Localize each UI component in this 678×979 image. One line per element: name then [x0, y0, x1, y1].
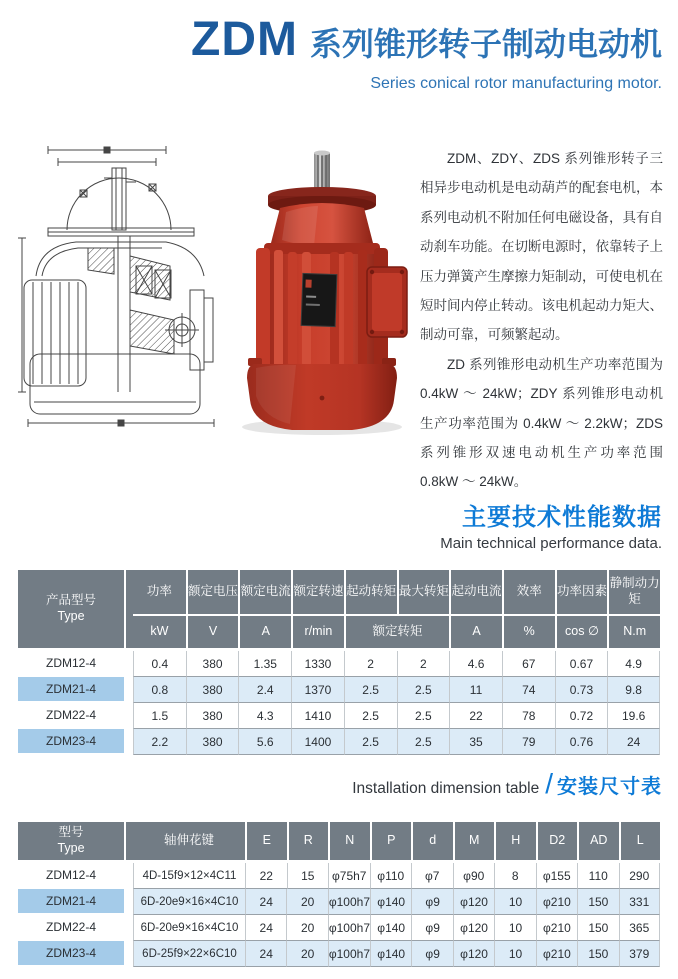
- data-cell: 110: [577, 863, 619, 889]
- table-row: [18, 729, 660, 755]
- data-cell: 331: [619, 889, 660, 915]
- data-cell: 4.3: [238, 703, 291, 729]
- column-gap: [124, 651, 133, 677]
- intro-paragraph-1: ZDM、ZDY、ZDS 系列锥形转子三相异步电动机是电动葫芦的配套电机，本系列电动机不附加任何电磁设备，具有自动刹车功能。在切断电源时，依靠转子上压力弹簧产生摩擦力矩制动，可使电机在短时间内停止转动。该电机起动力矩大、制动可靠，可频繁起动。: [420, 151, 663, 343]
- header-gap-filler: [124, 822, 133, 860]
- data-cell: 35: [449, 729, 502, 755]
- data-cell: 150: [577, 889, 618, 915]
- column-header: 最大转矩: [397, 570, 450, 614]
- data-cell: φ100h7: [328, 941, 370, 967]
- column-gap: [124, 729, 133, 755]
- data-cell: φ120: [453, 941, 494, 967]
- header-gap-filler: [124, 570, 133, 648]
- column-header: N: [328, 822, 370, 860]
- data-cell: 11: [449, 677, 502, 703]
- data-cell: φ100h7: [328, 889, 370, 915]
- type-cell: ZDM12-4: [18, 651, 124, 677]
- table-row: [18, 941, 660, 967]
- column-header: 效率: [502, 570, 555, 614]
- type-cell: ZDM22-4: [18, 915, 124, 941]
- type-cell: ZDM21-4: [18, 677, 124, 703]
- data-cell: 0.67: [555, 651, 608, 677]
- data-cell: 10: [494, 889, 535, 915]
- column-gap: [124, 677, 133, 703]
- data-cell: 0.72: [555, 703, 608, 729]
- data-cell: 8: [494, 863, 536, 889]
- data-cell: 20: [286, 889, 327, 915]
- data-cell: 150: [577, 915, 618, 941]
- dimension-table-header: [18, 822, 660, 860]
- column-gap: [124, 915, 133, 941]
- data-cell: 24: [245, 889, 286, 915]
- data-cell: 24: [245, 915, 286, 941]
- data-cell: φ7: [411, 863, 453, 889]
- table-row: [18, 863, 660, 889]
- column-header: 额定电压: [186, 570, 239, 614]
- data-cell: 1330: [291, 651, 344, 677]
- column-header: 功率: [146, 584, 172, 599]
- page-header: [191, 13, 662, 93]
- table-row: [18, 651, 660, 677]
- table-row: [18, 915, 660, 941]
- dimension-title-zh: 安装尺寸表: [557, 776, 662, 798]
- data-cell: φ140: [370, 915, 411, 941]
- column-header: 功率因素: [555, 570, 608, 614]
- data-cell: 19.6: [607, 703, 660, 729]
- spline-cell: 4D-15f9×12×4C11: [133, 863, 245, 889]
- unit-header: 额定转矩: [344, 614, 449, 648]
- unit-header: A: [449, 614, 502, 648]
- data-cell: φ120: [453, 915, 494, 941]
- column-header: M: [453, 822, 495, 860]
- unit-header: %: [502, 614, 555, 648]
- data-cell: 79: [502, 729, 555, 755]
- title-row: [191, 13, 662, 66]
- unit-header: V: [186, 614, 239, 648]
- column-header: 额定电流: [238, 570, 291, 614]
- data-cell: 365: [619, 915, 660, 941]
- column-header: 静制动力矩: [607, 570, 660, 614]
- column-header: E: [245, 822, 287, 860]
- data-cell: φ140: [370, 941, 411, 967]
- data-cell: φ140: [370, 889, 411, 915]
- data-cell: 9.8: [607, 677, 660, 703]
- data-cell: φ210: [536, 941, 577, 967]
- dimension-table: [18, 822, 660, 967]
- data-cell: 2.5: [344, 677, 397, 703]
- column-header: d: [411, 822, 453, 860]
- column-header: P: [370, 822, 412, 860]
- column-header: L: [619, 822, 661, 860]
- data-cell: φ90: [453, 863, 495, 889]
- data-cell: φ100h7: [328, 915, 370, 941]
- data-cell: 0.76: [555, 729, 608, 755]
- column-header: H: [494, 822, 536, 860]
- dimension-table-body: [18, 863, 660, 967]
- data-cell: φ9: [411, 941, 452, 967]
- page-title-zh: 系列锥形转子制动电动机: [309, 26, 662, 62]
- performance-table-header: [18, 570, 660, 648]
- table-row: [18, 677, 660, 703]
- spline-cell: 6D-25f9×22×6C10: [133, 941, 245, 967]
- column-header-spline: 轴伸花键: [163, 833, 214, 848]
- unit-header: r/min: [291, 614, 344, 648]
- header-line-1: 产品型号: [45, 593, 96, 608]
- data-cell: 0.8: [133, 677, 186, 703]
- dimension-title-en: Installation dimension table: [352, 780, 540, 797]
- data-cell: φ9: [411, 889, 452, 915]
- performance-section-heading: [440, 497, 662, 552]
- slash-divider: /: [545, 768, 553, 799]
- performance-table: [18, 570, 660, 755]
- unit-header: cos ∅: [555, 614, 608, 648]
- column-header: R: [287, 822, 329, 860]
- performance-title-zh: 主要技术性能数据: [462, 504, 662, 531]
- type-cell: ZDM12-4: [18, 863, 124, 889]
- spline-cell: 6D-20e9×16×4C10: [133, 915, 245, 941]
- data-cell: 2.5: [397, 729, 450, 755]
- data-cell: 78: [502, 703, 555, 729]
- data-cell: 10: [494, 941, 535, 967]
- column-gap: [124, 863, 133, 889]
- data-cell: 380: [186, 703, 239, 729]
- data-cell: 4.9: [607, 651, 660, 677]
- unit-header: A: [238, 614, 291, 648]
- data-cell: 2: [344, 651, 397, 677]
- data-cell: 15: [287, 863, 329, 889]
- data-cell: φ210: [536, 915, 577, 941]
- table-row: [18, 889, 660, 915]
- header-line-2: Type: [57, 841, 85, 855]
- data-cell: 24: [607, 729, 660, 755]
- header-line-1: 型号: [58, 825, 84, 840]
- data-cell: 1370: [291, 677, 344, 703]
- data-cell: 1410: [291, 703, 344, 729]
- intro-paragraph-2: ZD 系列锥形电动机生产功率范围为 0.4kW ～ 24kW；ZDY 系列锥形电动机生产功率范围为 0.4kW ～ 2.2kW；ZDS 系列锥形双速电动机生产功率范围 0.8kW ～ 24kW。: [420, 356, 663, 490]
- column-header-type: [18, 570, 124, 648]
- data-cell: φ120: [453, 889, 494, 915]
- column-gap: [124, 703, 133, 729]
- column-header: D2: [536, 822, 578, 860]
- performance-table-body: [18, 651, 660, 755]
- data-cell: 0.4: [133, 651, 186, 677]
- data-cell: φ210: [536, 889, 577, 915]
- data-cell: 22: [245, 863, 287, 889]
- data-cell: 20: [286, 941, 327, 967]
- data-cell: 1.35: [238, 651, 291, 677]
- data-cell: 67: [502, 651, 555, 677]
- data-cell: 2: [397, 651, 450, 677]
- data-cell: φ155: [536, 863, 578, 889]
- brand-text: ZDM: [191, 13, 298, 66]
- motor-cross-section-drawing: [18, 140, 225, 430]
- unit-header: N.m: [607, 614, 660, 648]
- data-cell: 2.5: [397, 703, 450, 729]
- page-subtitle-en: Series conical rotor manufacturing motor.: [370, 75, 662, 92]
- data-cell: 380: [186, 729, 239, 755]
- motor-photo: [226, 146, 418, 438]
- data-cell: 379: [619, 941, 660, 967]
- data-cell: 20: [286, 915, 327, 941]
- type-cell: ZDM23-4: [18, 941, 124, 967]
- data-cell: φ110: [370, 863, 412, 889]
- data-cell: 290: [619, 863, 661, 889]
- column-header: 额定转速: [291, 570, 344, 614]
- data-cell: 1.5: [133, 703, 186, 729]
- cross-section-svg: [18, 140, 225, 430]
- data-cell: 380: [186, 677, 239, 703]
- column-header: AD: [577, 822, 619, 860]
- unit-header: kW: [133, 614, 186, 648]
- data-cell: 2.5: [344, 703, 397, 729]
- data-cell: 2.5: [397, 677, 450, 703]
- data-cell: 10: [494, 915, 535, 941]
- data-cell: φ9: [411, 915, 452, 941]
- data-cell: 74: [502, 677, 555, 703]
- performance-title-en: Main technical performance data.: [440, 535, 662, 552]
- data-cell: 2.5: [344, 729, 397, 755]
- intro-text-block: [420, 144, 663, 497]
- data-cell: 5.6: [238, 729, 291, 755]
- column-gap: [124, 889, 133, 915]
- motor-photo-svg: [226, 146, 418, 438]
- type-cell: ZDM21-4: [18, 889, 124, 915]
- data-cell: 380: [186, 651, 239, 677]
- column-gap: [124, 941, 133, 967]
- data-cell: 22: [449, 703, 502, 729]
- type-cell: ZDM23-4: [18, 729, 124, 755]
- data-cell: 1400: [291, 729, 344, 755]
- data-cell: 4.6: [449, 651, 502, 677]
- column-header-type: [18, 822, 124, 860]
- header-line-2: Type: [57, 609, 85, 623]
- spline-cell: 6D-20e9×16×4C10: [133, 889, 245, 915]
- data-cell: 2.2: [133, 729, 186, 755]
- data-cell: 150: [577, 941, 618, 967]
- type-cell: ZDM22-4: [18, 703, 124, 729]
- column-header: 起动电流: [449, 570, 502, 614]
- table-row: [18, 703, 660, 729]
- data-cell: 2.4: [238, 677, 291, 703]
- data-cell: φ75h7: [328, 863, 370, 889]
- dimension-section-heading: [352, 770, 662, 799]
- data-cell: 0.73: [555, 677, 608, 703]
- data-cell: 24: [245, 941, 286, 967]
- column-header: 起动转矩: [344, 570, 397, 614]
